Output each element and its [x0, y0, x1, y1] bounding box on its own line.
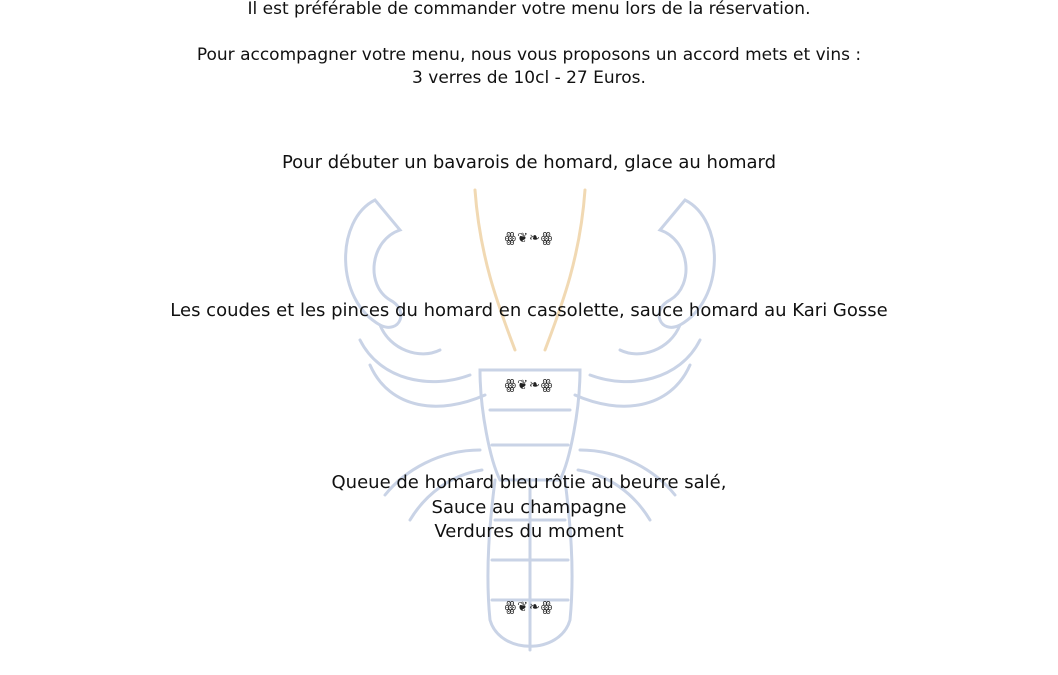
separator-ornament: ꙮ❦❧ꙮ: [504, 600, 554, 615]
intro-line-1: Il est préférable de commander votre menu lors de la réservation.: [247, 0, 811, 19]
intro-line-3: 3 verres de 10cl - 27 Euros.: [412, 68, 646, 88]
separator-ornament: ꙮ❦❧ꙮ: [504, 231, 554, 246]
course-3-line-1: Queue de homard bleu rôtie au beurre salé,: [331, 472, 727, 493]
separator-ornament: ꙮ❦❧ꙮ: [504, 378, 554, 393]
course-2: Les coudes et les pinces du homard en cassolette, sauce homard au Kari Gosse: [170, 300, 888, 321]
course-1: Pour débuter un bavarois de homard, glace au homard: [281, 152, 777, 173]
lobster-watermark-icon: [330, 150, 730, 675]
course-3-line-2: Sauce au champagne: [431, 497, 627, 518]
intro-line-2: Pour accompagner votre menu, nous vous proposons un accord mets et vins :: [196, 45, 862, 65]
course-3-line-3: Verdures du moment: [434, 521, 624, 542]
